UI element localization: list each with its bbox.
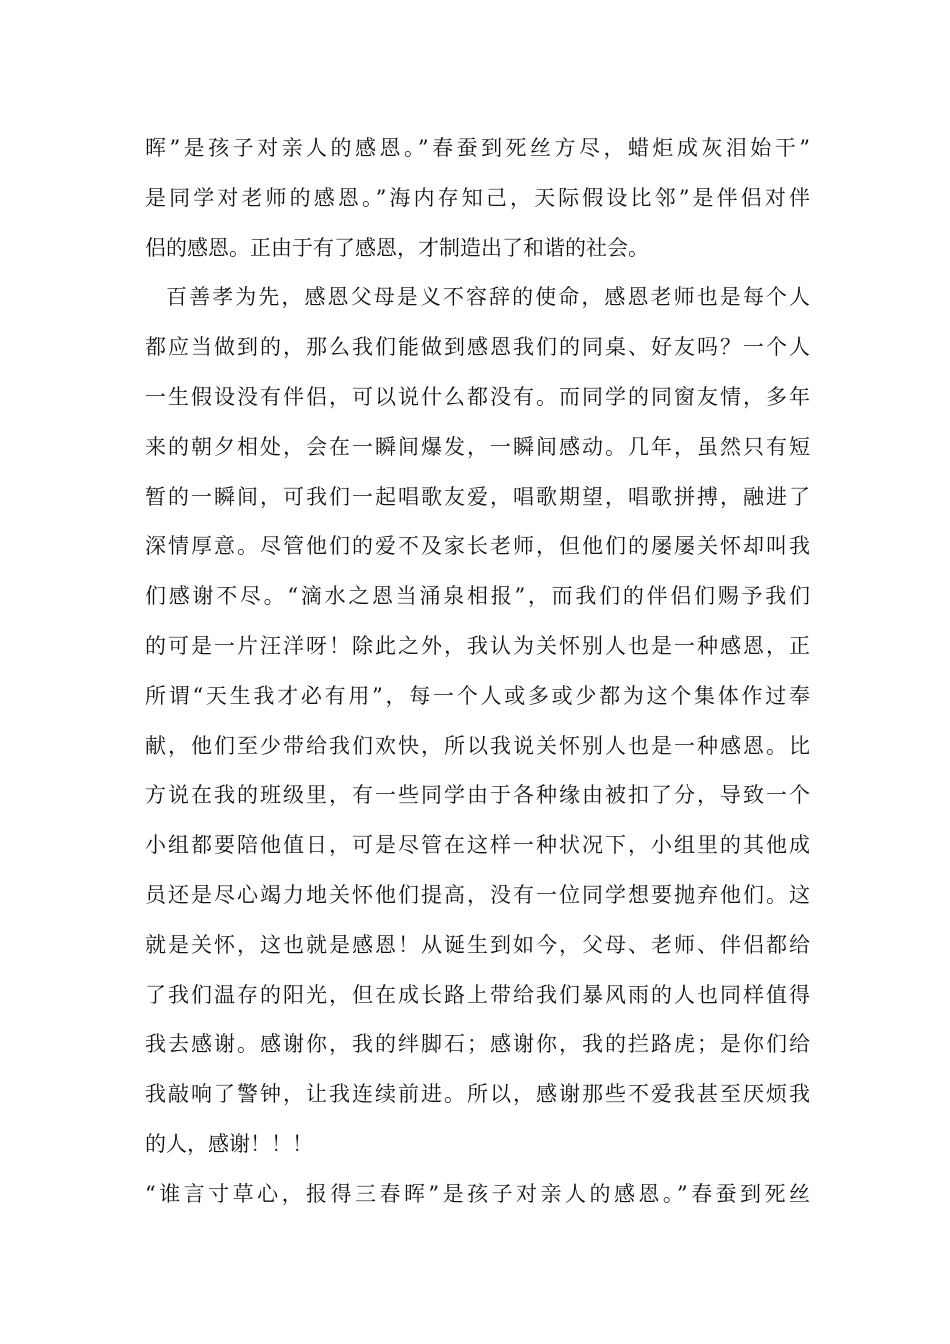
text-line: 晖”是孩子对亲人的感恩。”春蚕到死丝方尽，蜡炬成灰泪始干” — [145, 136, 810, 160]
text-line: 小组都要陪他值日，可是尽管在这样一种状况下，小组里的其他成 — [145, 833, 810, 858]
text-line: 的可是一片汪洋呀！除此之外，我认为关怀别人也是一种感恩，正 — [145, 633, 810, 658]
text-line: 我敲响了警钟，让我连续前进。所以，感谢那些不爱我甚至厌烦我 — [145, 1082, 810, 1107]
text-line: 都应当做到的，那么我们能做到感恩我们的同桌、好友吗？一个人 — [145, 335, 810, 360]
text-line: 的人，感谢！！！ — [145, 1131, 313, 1156]
text-line: 是同学对老师的感恩。”海内存知己，天际假设比邻”是伴侣对伴 — [145, 185, 810, 210]
text-line: 侣的感恩。正由于有了感恩，才制造出了和谐的社会。 — [145, 235, 649, 260]
text-line: 来的朝夕相处，会在一瞬间爆发，一瞬间感动。几年，虽然只有短 — [145, 434, 810, 459]
text-line: “谁言寸草心，报得三春晖”是孩子对亲人的感恩。”春蚕到死丝 — [145, 1181, 810, 1206]
text-line: 我去感谢。感谢你，我的绊脚石；感谢你，我的拦路虎；是你们给 — [145, 1032, 810, 1057]
text-line: 深情厚意。尽管他们的爱不及家长老师，但他们的屡屡关怀却叫我 — [145, 534, 810, 559]
text-line: 百善孝为先，感恩父母是义不容辞的使命，感恩老师也是每个人 — [166, 285, 810, 310]
text-line: 所谓“天生我才必有用”，每一个人或多或少都为这个集体作过奉 — [145, 683, 810, 708]
body-text — [145, 124, 810, 1220]
text-line: 就是关怀，这也就是感恩！从诞生到如今，父母、老师、伴侣都给 — [145, 932, 810, 957]
text-line: 们感谢不尽。“滴水之恩当涌泉相报”，而我们的伴侣们赐予我们 — [145, 584, 810, 609]
text-line: 员还是尽心竭力地关怀他们提高，没有一位同学想要抛弃他们。这 — [145, 882, 810, 907]
text-line: 了我们温存的阳光，但在成长路上带给我们暴风雨的人也同样值得 — [145, 982, 810, 1007]
text-line: 献，他们至少带给我们欢快，所以我说关怀别人也是一种感恩。比 — [145, 733, 810, 758]
text-line: 方说在我的班级里，有一些同学由于各种缘由被扣了分，导致一个 — [145, 783, 810, 808]
text-line: 暂的一瞬间，可我们一起唱歌友爱，唱歌期望，唱歌拼搏，融进了 — [145, 484, 810, 509]
text-line: 一生假设没有伴侣，可以说什么都没有。而同学的同窗友情，多年 — [145, 384, 810, 409]
